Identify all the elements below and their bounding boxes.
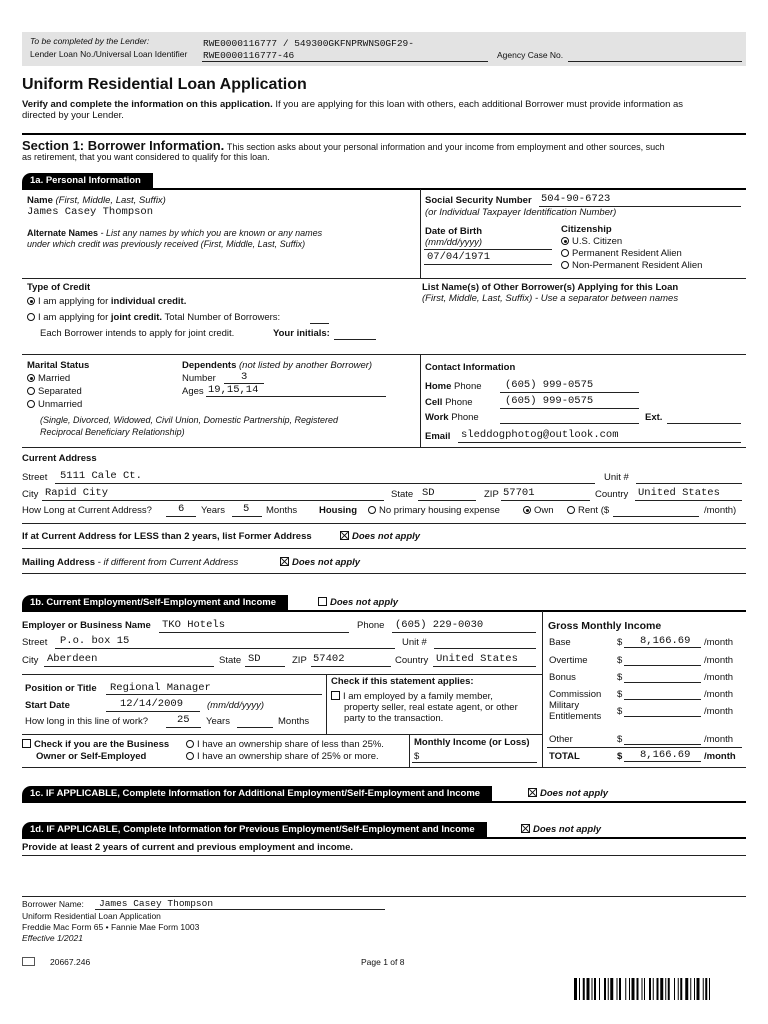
total-divider bbox=[547, 747, 742, 748]
radio-icon[interactable] bbox=[27, 400, 35, 408]
loan-number-line1[interactable]: RWE0000116777 / 549300GKFNPRWNS0GF29- bbox=[203, 38, 414, 49]
income-row-per-month: /month bbox=[704, 706, 734, 717]
intro-bold: Verify and complete the information on this application. bbox=[22, 99, 273, 110]
phone-word: Phone bbox=[451, 412, 479, 423]
employer-country-label: Country bbox=[395, 655, 429, 666]
former-address-label: If at Current Address for LESS than 2 years, list Former Address bbox=[22, 531, 312, 542]
income-row-label: Military Entitlements bbox=[549, 700, 602, 722]
agency-case-field[interactable] bbox=[568, 61, 742, 62]
marital-separated[interactable] bbox=[27, 386, 82, 397]
housing-no-expense-label: No primary housing expense bbox=[379, 505, 500, 516]
former-does-not-apply[interactable] bbox=[340, 531, 420, 542]
marital-unmarried[interactable] bbox=[27, 399, 82, 410]
position-label: Position or Title bbox=[25, 683, 97, 694]
radio-icon[interactable] bbox=[27, 313, 35, 321]
barcode-bar bbox=[709, 978, 710, 1000]
business-owner-line2: Owner or Self-Employed bbox=[36, 751, 147, 762]
income-row-per-month: /month bbox=[704, 689, 734, 700]
section1-desc1: This section asks about your personal information and your income from employment and other sources, such bbox=[226, 142, 665, 152]
start-date-value[interactable]: 12/14/2009 bbox=[120, 698, 184, 710]
marital-separated-label: Separated bbox=[38, 386, 82, 397]
radio-icon[interactable] bbox=[27, 297, 35, 305]
income-row-dollar: $ bbox=[617, 637, 623, 648]
barcode-bar bbox=[587, 978, 590, 1000]
employer-city-value[interactable]: Aberdeen bbox=[47, 653, 98, 665]
ssn-hint: (or Individual Taxpayer Identification Number) bbox=[425, 207, 617, 218]
credit-type-label: Type of Credit bbox=[27, 282, 91, 293]
months-label: Months bbox=[266, 505, 298, 516]
income-row-dollar: $ bbox=[617, 672, 623, 683]
line-of-work-months-label: Months bbox=[278, 716, 310, 727]
rent-amount-field[interactable] bbox=[613, 516, 699, 517]
line-of-work-years-label: Years bbox=[206, 716, 230, 727]
barcode-bar bbox=[685, 978, 688, 1000]
barcode-bar bbox=[657, 978, 659, 1000]
income-row-per-month: /month bbox=[704, 734, 734, 745]
housing-label: Housing bbox=[319, 505, 357, 516]
dependents-ages[interactable]: 19,15,14 bbox=[208, 384, 259, 396]
tab-personal-information: 1a. Personal Information bbox=[22, 173, 153, 189]
barcode-bar bbox=[604, 978, 606, 1000]
barcode-bar bbox=[617, 978, 618, 1000]
citizenship-permanent[interactable] bbox=[561, 248, 682, 259]
additional-na-label: Does not apply bbox=[540, 788, 609, 799]
income-row-per-month: /month bbox=[704, 672, 734, 683]
employer-zip-label: ZIP bbox=[292, 655, 307, 666]
employer-phone-label: Phone bbox=[357, 620, 385, 631]
income-row-per-month: /month bbox=[704, 637, 734, 648]
income-row-underline bbox=[624, 761, 701, 762]
barcode-bar bbox=[644, 978, 645, 1000]
ssn-label: Social Security Number bbox=[425, 195, 532, 206]
footer-borrower-name: James Casey Thompson bbox=[99, 898, 214, 909]
income-row-label: Bonus bbox=[549, 672, 576, 683]
mailing-na-label: Does not apply bbox=[292, 557, 361, 568]
monthly-income-dollar: $ bbox=[414, 751, 420, 762]
ssn-value[interactable]: 504-90-6723 bbox=[541, 193, 611, 205]
dependents-ages-label: Ages bbox=[182, 386, 204, 397]
dependents-number-label: Number bbox=[182, 373, 216, 384]
alt-names-label: Alternate Names bbox=[27, 228, 99, 238]
lender-completed-by: To be completed by the Lender: bbox=[30, 36, 150, 46]
marital-hint2: Reciprocal Beneficiary Relationship) bbox=[40, 427, 185, 437]
credit-individual[interactable] bbox=[27, 296, 186, 307]
citizenship-us[interactable] bbox=[561, 236, 622, 247]
barcode-bar bbox=[625, 978, 626, 1000]
intro-line2: directed by your Lender. bbox=[22, 110, 124, 121]
employment-does-not-apply[interactable] bbox=[318, 597, 398, 608]
income-row-per-month: /month bbox=[704, 655, 734, 666]
credit-each: Each Borrower intends to apply for joint credit. bbox=[40, 328, 235, 339]
unit-field[interactable] bbox=[636, 483, 742, 484]
mailing-does-not-apply[interactable] bbox=[280, 557, 360, 568]
home-phone-label bbox=[425, 381, 482, 392]
contact-label: Contact Information bbox=[425, 362, 516, 373]
employer-street-label: Street bbox=[22, 637, 48, 648]
start-date-label: Start Date bbox=[25, 700, 70, 711]
business-owner-line1: Check if you are the Business bbox=[34, 739, 170, 750]
tab-additional-employment: 1c. IF APPLICABLE, Complete Information for Additional Employment/Self-Employment and Income bbox=[22, 786, 492, 802]
credit-individual-bold: individual credit. bbox=[110, 296, 187, 307]
barcode-bar bbox=[574, 978, 577, 1000]
position-value[interactable]: Regional Manager bbox=[110, 682, 211, 694]
tab-current-employment: 1b. Current Employment/Self-Employment and Income bbox=[22, 595, 288, 611]
barcode-bar bbox=[619, 978, 621, 1000]
phone-word: Phone bbox=[454, 381, 482, 392]
barcode-bar bbox=[660, 978, 663, 1000]
income-row-label: Other bbox=[549, 734, 573, 745]
previous-does-not-apply[interactable] bbox=[521, 824, 601, 835]
credit-individual-pre: I am applying for bbox=[38, 296, 111, 307]
radio-icon[interactable] bbox=[561, 249, 569, 257]
radio-icon[interactable] bbox=[561, 237, 569, 245]
work-phone-field[interactable] bbox=[500, 423, 639, 424]
employer-phone-value[interactable]: (605) 229-0030 bbox=[395, 619, 484, 631]
rent-per-month: /month) bbox=[704, 505, 737, 516]
ownership-less-label: I have an ownership share of less than 25%. bbox=[197, 739, 384, 750]
barcode-bar bbox=[610, 978, 613, 1000]
marital-unmarried-label: Unmarried bbox=[38, 399, 83, 410]
barcode-bar bbox=[629, 978, 630, 1000]
barcode-bar bbox=[668, 978, 670, 1000]
statement-line2: property seller, real estate agent, or other bbox=[344, 702, 518, 713]
barcode-bar bbox=[632, 978, 635, 1000]
city-label: City bbox=[22, 489, 39, 500]
marital-hint1: (Single, Divorced, Widowed, Civil Union, Domestic Partnership, Registered bbox=[40, 415, 339, 425]
barcode-bar bbox=[680, 978, 682, 1000]
employer-state-value[interactable]: SD bbox=[248, 653, 261, 665]
dob-label: Date of Birth bbox=[425, 226, 482, 237]
barcode-bar bbox=[703, 978, 704, 1000]
radio-icon[interactable] bbox=[186, 752, 194, 760]
work-label: Work bbox=[425, 412, 449, 423]
section1-heading: Section 1: Borrower Information. bbox=[22, 138, 225, 153]
citizenship-label: Citizenship bbox=[561, 224, 612, 235]
employer-unit-field[interactable] bbox=[434, 648, 536, 649]
checkbox-icon[interactable] bbox=[318, 597, 327, 606]
income-row-dollar: $ bbox=[617, 689, 623, 700]
business-owner-checkbox[interactable] bbox=[22, 739, 169, 750]
other-borrowers-label: List Name(s) of Other Borrower(s) Applying for this Loan bbox=[422, 282, 679, 293]
state-value[interactable]: SD bbox=[422, 487, 435, 499]
barcode-bar bbox=[674, 978, 675, 1000]
name-label-row bbox=[27, 195, 166, 206]
income-row-dollar: $ bbox=[617, 751, 623, 762]
employer-unit-label: Unit # bbox=[402, 637, 427, 648]
tab-previous-employment: 1d. IF APPLICABLE, Complete Information for Previous Employment/Self-Employment and Income bbox=[22, 822, 487, 838]
barcode-icon bbox=[574, 978, 746, 1000]
checkbox-checked-icon[interactable] bbox=[528, 788, 537, 797]
street-value[interactable]: 5111 Cale Ct. bbox=[60, 470, 142, 482]
page-title: Uniform Residential Loan Application bbox=[22, 76, 307, 93]
monthly-income-label: Monthly Income (or Loss) bbox=[414, 737, 530, 748]
credit-joint-post: Total Number of Borrowers: bbox=[162, 312, 281, 323]
line-of-work-label: How long in this line of work? bbox=[25, 716, 149, 727]
dependents-label: Dependents bbox=[182, 360, 237, 371]
employer-state-label: State bbox=[219, 655, 242, 666]
line-of-work-months-field[interactable] bbox=[237, 727, 273, 728]
section1-desc2: as retirement, that you want considered to qualify for this loan. bbox=[22, 152, 270, 162]
ext-field[interactable] bbox=[667, 423, 741, 424]
employer-label: Employer or Business Name bbox=[22, 620, 151, 631]
previous-note: Provide at least 2 years of current and previous employment and income. bbox=[22, 842, 354, 853]
radio-icon[interactable] bbox=[523, 506, 531, 514]
employer-zip-value[interactable]: 57402 bbox=[313, 653, 345, 665]
agency-case-label: Agency Case No. bbox=[497, 50, 564, 60]
income-row-dollar: $ bbox=[617, 706, 623, 717]
citizenship-permanent-label: Permanent Resident Alien bbox=[572, 248, 682, 259]
employer-value[interactable]: TKO Hotels bbox=[162, 619, 226, 631]
barcode-bar bbox=[678, 978, 679, 1000]
checkbox-icon[interactable] bbox=[331, 691, 340, 700]
income-row-label: Base bbox=[549, 637, 571, 648]
state-label: State bbox=[391, 489, 414, 500]
barcode-bar bbox=[599, 978, 600, 1000]
barcode-bar bbox=[579, 978, 580, 1000]
income-row-label: TOTAL bbox=[549, 751, 580, 762]
checkbox-checked-icon[interactable] bbox=[340, 531, 349, 540]
dob-hint: (mm/dd/yyyy) bbox=[425, 237, 482, 248]
income-row-underline bbox=[624, 744, 701, 745]
housing-own[interactable] bbox=[523, 505, 554, 516]
cell-phone-label bbox=[425, 397, 473, 408]
check-statement-label: Check if this statement applies: bbox=[331, 676, 474, 687]
total-borrowers-field[interactable] bbox=[310, 323, 329, 324]
email-label: Email bbox=[425, 431, 451, 442]
checkbox-checked-icon[interactable] bbox=[280, 557, 289, 566]
former-na-label: Does not apply bbox=[352, 531, 421, 542]
statement-line3: party to the transaction. bbox=[344, 713, 444, 724]
alt-names-hint2: under which credit was previously received (First, Middle, Last, Suffix) bbox=[27, 239, 306, 249]
income-row-underline bbox=[624, 699, 701, 700]
housing-rent-label: Rent ($ bbox=[578, 505, 610, 516]
home-label: Home bbox=[425, 381, 452, 392]
employment-na-label: Does not apply bbox=[330, 597, 399, 608]
street-label: Street bbox=[22, 472, 48, 483]
barcode-bar bbox=[642, 978, 643, 1000]
footer-borrower-label: Borrower Name: bbox=[22, 899, 84, 909]
checkbox-icon[interactable] bbox=[22, 739, 31, 748]
radio-icon[interactable] bbox=[27, 374, 35, 382]
email-value[interactable]: sleddogphotog@outlook.com bbox=[461, 429, 619, 441]
alt-names-hint1: - List any names by which you are known or any names bbox=[98, 228, 323, 238]
checkbox-checked-icon[interactable] bbox=[521, 824, 530, 833]
barcode-bar bbox=[608, 978, 609, 1000]
barcode-bar bbox=[690, 978, 691, 1000]
income-row-underline bbox=[624, 716, 701, 717]
country-value[interactable]: United States bbox=[638, 487, 720, 499]
ownership-more-label: I have an ownership share of 25% or more. bbox=[197, 751, 379, 762]
income-row-label: Overtime bbox=[549, 655, 588, 666]
previous-na-label: Does not apply bbox=[533, 824, 602, 835]
loan-number-line2[interactable]: RWE0000116777-46 bbox=[203, 50, 295, 61]
employer-street-value[interactable]: P.o. box 15 bbox=[60, 635, 130, 647]
phone-word: Phone bbox=[445, 397, 473, 408]
section1-heading-line bbox=[22, 138, 665, 153]
housing-rent[interactable] bbox=[567, 505, 609, 516]
work-phone-label bbox=[425, 412, 479, 423]
line-of-work-years[interactable]: 25 bbox=[177, 714, 190, 726]
dependents-label-row bbox=[182, 360, 372, 371]
ownership-more[interactable] bbox=[186, 751, 379, 762]
city-value[interactable]: Rapid City bbox=[45, 487, 109, 499]
footer-form-line3: Effective 1/2021 bbox=[22, 933, 83, 943]
employer-country-value[interactable]: United States bbox=[436, 653, 518, 665]
footer-doc-id: 20667.246 bbox=[50, 957, 91, 967]
barcode-bar bbox=[694, 978, 695, 1000]
years-label: Years bbox=[201, 505, 225, 516]
other-borrowers-hint: (First, Middle, Last, Suffix) - Use a separator between names bbox=[422, 293, 679, 304]
intro-text bbox=[22, 99, 683, 110]
ownership-less[interactable] bbox=[186, 739, 384, 750]
alt-names-row1 bbox=[27, 228, 322, 238]
dob-value[interactable]: 07/04/1971 bbox=[427, 251, 491, 263]
months-value[interactable]: 5 bbox=[243, 503, 250, 515]
income-row-underline bbox=[624, 665, 701, 666]
income-row-value[interactable]: 8,166.69 bbox=[640, 749, 691, 761]
marital-married-label: Married bbox=[38, 373, 71, 384]
radio-icon[interactable] bbox=[27, 387, 35, 395]
barcode-bar bbox=[697, 978, 700, 1000]
years-value[interactable]: 6 bbox=[178, 503, 185, 515]
radio-icon[interactable] bbox=[561, 261, 569, 269]
gross-income-title: Gross Monthly Income bbox=[548, 620, 662, 632]
employer-city-label: City bbox=[22, 655, 39, 666]
barcode-bar bbox=[649, 978, 651, 1000]
income-row-label: Commission bbox=[549, 689, 602, 700]
name-hint: (First, Middle, Last, Suffix) bbox=[55, 195, 166, 206]
loan-number-label: Lender Loan No./Universal Loan Identifier bbox=[30, 49, 188, 59]
income-row-dollar: $ bbox=[617, 655, 623, 666]
footer-page: Page 1 of 8 bbox=[361, 957, 405, 967]
unit-label: Unit # bbox=[604, 472, 629, 483]
marital-label: Marital Status bbox=[27, 360, 90, 371]
additional-does-not-apply[interactable] bbox=[528, 788, 608, 799]
income-row-underline bbox=[624, 682, 701, 683]
barcode-bar bbox=[705, 978, 707, 1000]
credit-joint-pre: I am applying for bbox=[38, 312, 111, 323]
marital-married[interactable] bbox=[27, 373, 70, 384]
citizenship-non-permanent[interactable] bbox=[561, 260, 702, 271]
barcode-bar bbox=[592, 978, 593, 1000]
barcode-bar bbox=[637, 978, 639, 1000]
radio-icon[interactable] bbox=[567, 506, 575, 514]
statement-line1: I am employed by a family member, bbox=[343, 691, 493, 702]
citizenship-us-label: U.S. Citizen bbox=[572, 236, 623, 247]
radio-icon[interactable] bbox=[186, 740, 194, 748]
zip-value[interactable]: 57701 bbox=[503, 487, 535, 499]
cell-label: Cell bbox=[425, 397, 443, 408]
barcode-bar bbox=[594, 978, 596, 1000]
country-label: Country bbox=[595, 489, 629, 500]
income-row-per-month: /month bbox=[704, 751, 736, 762]
monthly-income-field[interactable] bbox=[412, 762, 537, 763]
credit-joint[interactable] bbox=[27, 312, 280, 323]
citizenship-non-permanent-label: Non-Permanent Resident Alien bbox=[572, 260, 703, 271]
radio-icon[interactable] bbox=[368, 506, 376, 514]
initials-label: Your initials: bbox=[273, 328, 330, 339]
home-phone-value[interactable]: (605) 999-0575 bbox=[505, 379, 594, 391]
income-row-value[interactable]: 8,166.69 bbox=[640, 635, 691, 647]
intro-rest: If you are applying for this loan with others, each additional Borrower must provide information as bbox=[272, 99, 684, 110]
ext-label: Ext. bbox=[645, 412, 663, 423]
dependents-number[interactable]: 3 bbox=[241, 371, 248, 383]
start-date-hint: (mm/dd/yyyy) bbox=[207, 700, 264, 711]
footer-form-line2: Freddie Mac Form 65 • Fannie Mae Form 1003 bbox=[22, 922, 200, 932]
mailing-address-row bbox=[22, 557, 238, 568]
zip-label: ZIP bbox=[484, 489, 499, 500]
income-row-dollar: $ bbox=[617, 734, 623, 745]
footer-form-line1: Uniform Residential Loan Application bbox=[22, 911, 161, 921]
how-long-label: How Long at Current Address? bbox=[22, 505, 152, 516]
barcode-bar bbox=[665, 978, 666, 1000]
cell-phone-value[interactable]: (605) 999-0575 bbox=[505, 395, 594, 407]
barcode-bar bbox=[653, 978, 654, 1000]
name-value[interactable]: James Casey Thompson bbox=[27, 206, 154, 218]
dependents-hint: (not listed by another Borrower) bbox=[236, 360, 373, 371]
housing-own-label: Own bbox=[534, 505, 554, 516]
credit-joint-bold: joint credit. bbox=[110, 312, 163, 323]
initials-field[interactable] bbox=[334, 339, 376, 340]
mailing-label: Mailing Address bbox=[22, 557, 96, 568]
income-row-underline bbox=[624, 647, 701, 648]
document-icon bbox=[22, 957, 35, 966]
statement-checkbox[interactable] bbox=[331, 691, 493, 702]
barcode-bar bbox=[583, 978, 585, 1000]
name-label: Name bbox=[27, 195, 53, 206]
housing-no-expense[interactable] bbox=[368, 505, 500, 516]
mailing-hint: - if different from Current Address bbox=[95, 557, 239, 568]
current-address-label: Current Address bbox=[22, 453, 97, 464]
